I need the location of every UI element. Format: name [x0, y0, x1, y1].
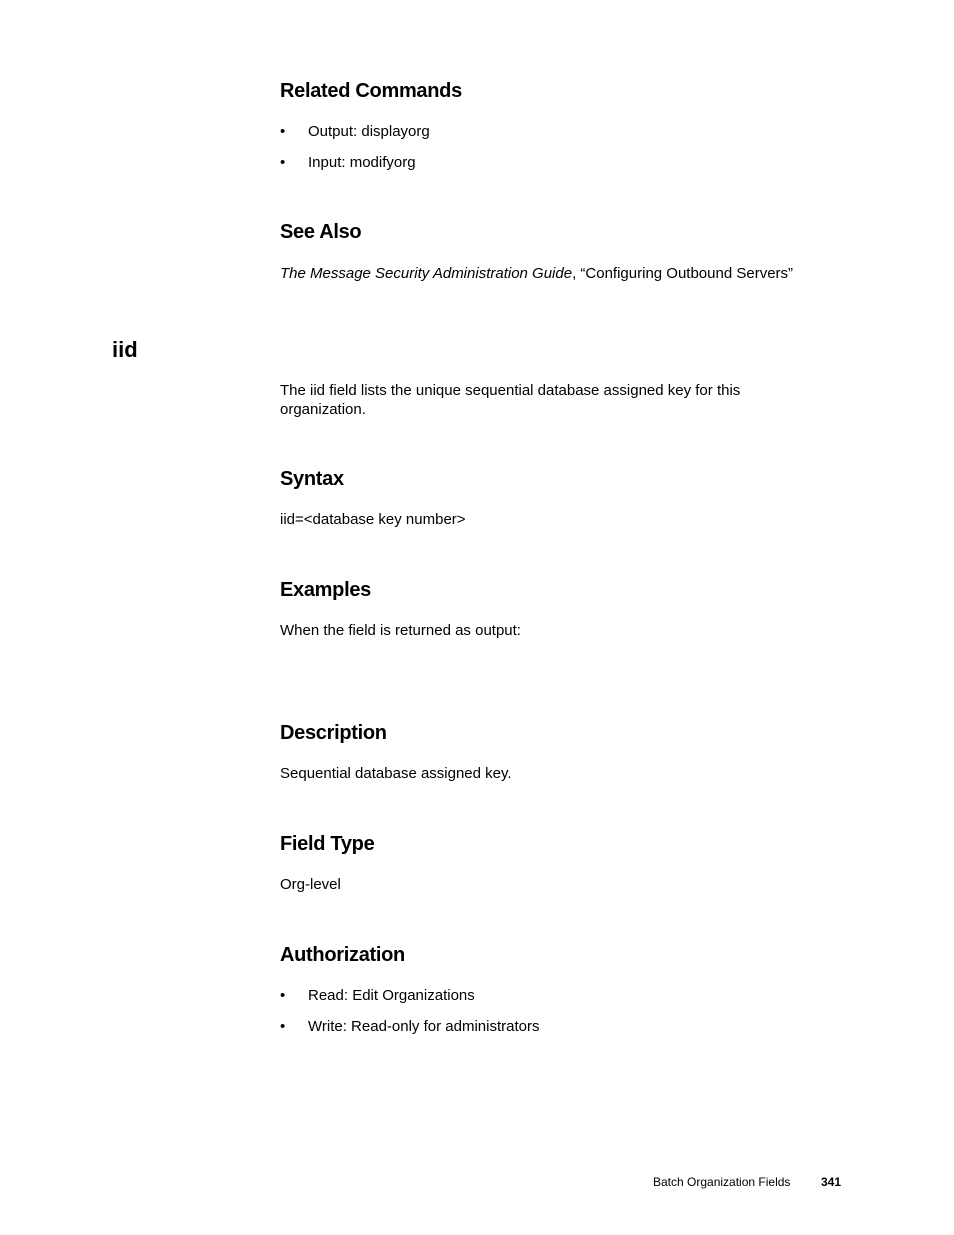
field-type-heading: Field Type: [280, 833, 375, 855]
bullet-icon: •: [280, 987, 286, 1004]
page-number: 341: [821, 1175, 842, 1189]
guide-title: The Message Security Administration Guide: [280, 265, 573, 282]
field-intro: The iid field lists the unique sequential database assigned key for this organization.: [280, 382, 741, 418]
bullet-icon: •: [280, 1018, 286, 1035]
bullet-icon: •: [280, 154, 286, 171]
field-title: iid: [112, 337, 138, 362]
list-item-text: Read: Edit Organizations: [308, 987, 475, 1004]
examples-heading: Examples: [280, 579, 371, 601]
examples-text: When the field is returned as output:: [280, 622, 521, 639]
guide-chapter: , “Configuring Outbound Servers”: [572, 265, 794, 282]
description-heading: Description: [280, 722, 387, 744]
syntax-heading: Syntax: [280, 468, 344, 490]
field-type-text: Org-level: [280, 876, 341, 893]
footer-section-title: Batch Organization Fields: [653, 1175, 791, 1189]
authorization-heading: Authorization: [280, 944, 405, 966]
description-text: Sequential database assigned key.: [280, 765, 512, 782]
syntax-text: iid=<database key number>: [280, 511, 466, 528]
related-commands-heading: Related Commands: [280, 80, 462, 102]
list-item-text: Input: modifyorg: [308, 154, 416, 171]
bullet-icon: •: [280, 123, 286, 140]
list-item-text: Output: displayorg: [308, 123, 430, 140]
see-also-heading: See Also: [280, 221, 362, 243]
see-also-text: [280, 264, 900, 283]
list-item-text: Write: Read-only for administrators: [308, 1018, 540, 1035]
